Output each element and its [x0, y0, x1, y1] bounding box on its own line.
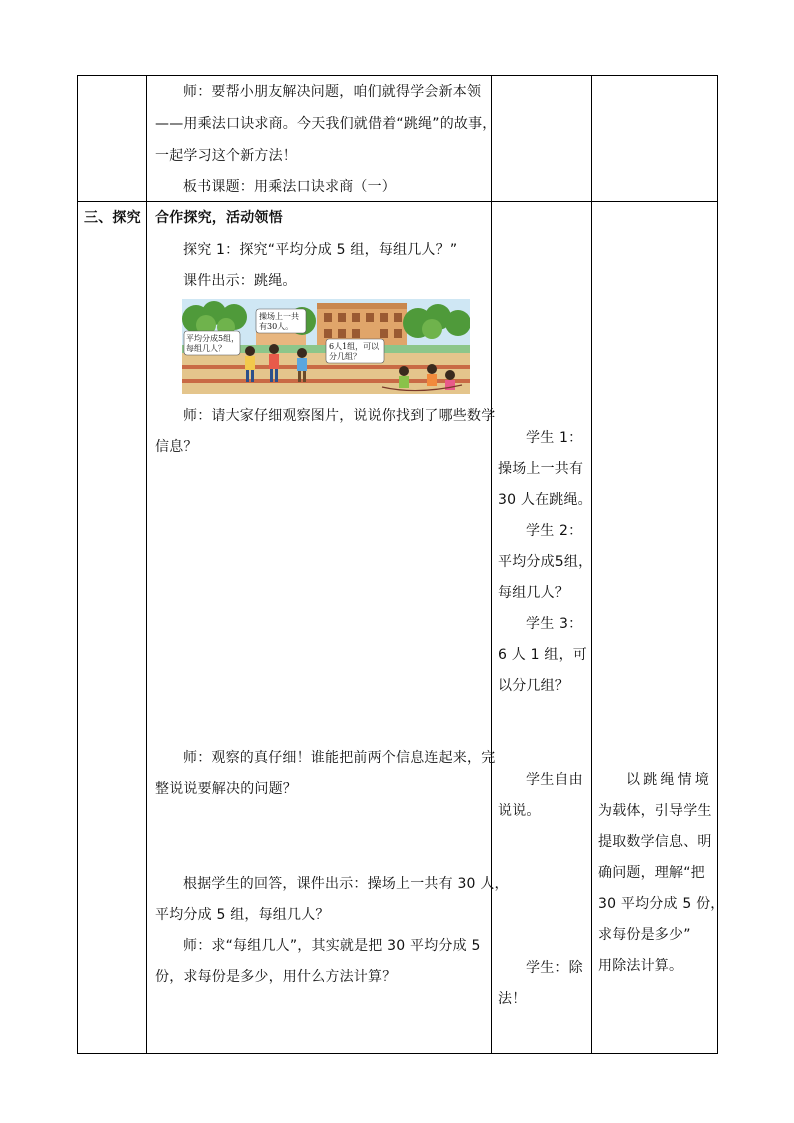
board-title: 板书课题：用乘法口诀求商（一） — [183, 179, 396, 195]
student-3-label: 学生 3： — [526, 616, 583, 632]
table-row-divider — [77, 201, 718, 202]
answer-intro-line-1: 根据学生的回答，课件出示：操场上一共有 30 人， — [183, 876, 509, 892]
rope-skipping-illustration — [182, 299, 470, 394]
table-border-bottom — [77, 1053, 718, 1054]
bubble-2-line-2: 每组几人？ — [186, 344, 226, 353]
student-2-line-2: 每组几人？ — [498, 585, 569, 601]
section-heading: 合作探究，活动领悟 — [155, 210, 283, 226]
teacher-question-2-line-1: 师：观察的真仔细！谁能把前两个信息连起来，完 — [183, 750, 496, 766]
design-intent-line-3: 提取数学信息、明 — [598, 834, 712, 850]
design-intent-line-1: 以跳绳情境 — [626, 772, 712, 788]
teacher-question-2-line-2: 整说说要解决的问题？ — [155, 781, 297, 797]
bubble-1-line-1: 操场上一共 — [259, 312, 299, 321]
explore-1-title: 探究 1：探究“平均分成 5 组，每组几人？” — [183, 242, 458, 258]
bubble-3-line-2: 分几组？ — [329, 352, 361, 361]
teacher-intro-line-2: ——用乘法口诀求商。今天我们就借着“跳绳”的故事， — [155, 116, 497, 132]
column-divider-2 — [491, 75, 492, 1054]
column-divider-1 — [146, 75, 147, 1054]
design-intent-line-4: 确问题，理解“把 — [598, 865, 705, 881]
courseware-note: 课件出示：跳绳。 — [183, 273, 297, 289]
student-3-line-1: 6 人 1 组，可 — [498, 647, 587, 663]
bubble-1-line-2: 有30人。 — [259, 322, 294, 331]
teacher-question-3-line-1: 师：求“每组几人”，其实就是把 30 平均分成 5 — [183, 938, 481, 954]
design-intent-line-7: 用除法计算。 — [598, 958, 684, 974]
bubble-2-line-1: 平均分成5组， — [186, 334, 240, 343]
answer-intro-line-2: 平均分成 5 组，每组几人？ — [155, 907, 330, 923]
student-2-line-1: 平均分成5组， — [498, 554, 593, 570]
design-intent-line-2: 为载体，引导学生 — [598, 803, 712, 819]
teacher-intro-line-1: 师：要帮小朋友解决问题，咱们就得学会新本领 — [183, 84, 482, 100]
student-1-line-2: 30 人在跳绳。 — [498, 492, 592, 508]
design-intent-line-6: 求每份是多少” — [598, 927, 691, 943]
stage-label: 三、探究 — [84, 210, 141, 226]
student-free-talk-line-2: 说说。 — [498, 803, 541, 819]
student-1-label: 学生 1： — [526, 430, 583, 446]
student-2-label: 学生 2： — [526, 523, 583, 539]
design-intent-line-5: 30 平均分成 5 份， — [598, 896, 725, 912]
table-border-top — [77, 75, 718, 76]
teacher-question-1-line-2: 信息？ — [155, 439, 198, 455]
table-border-left — [77, 75, 78, 1054]
teacher-question-1-line-1: 师：请大家仔细观察图片，说说你找到了哪些数学 — [183, 408, 496, 424]
teacher-intro-line-3: 一起学习这个新方法！ — [155, 148, 297, 164]
student-division-answer-line-2: 法！ — [498, 991, 527, 1007]
student-free-talk-line-1: 学生自由 — [526, 772, 583, 788]
teacher-question-3-line-2: 份，求每份是多少，用什么方法计算？ — [155, 969, 397, 985]
student-division-answer-line-1: 学生：除 — [526, 960, 583, 976]
bubble-3-line-1: 6人1组，可以 — [329, 342, 380, 351]
student-3-line-2: 以分几组？ — [498, 678, 569, 694]
student-1-line-1: 操场上一共有 — [498, 461, 584, 477]
